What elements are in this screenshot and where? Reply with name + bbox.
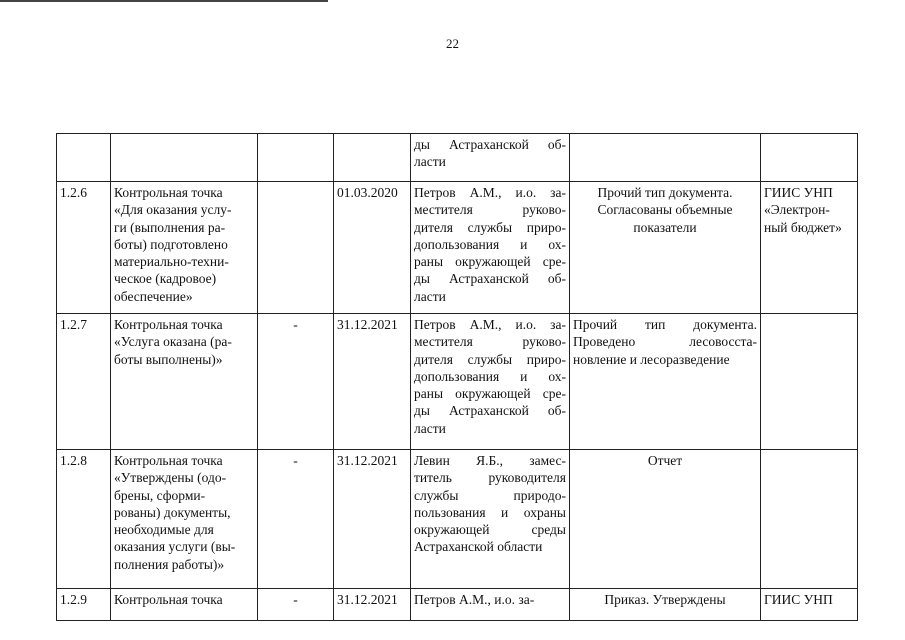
result-line: Отчет [647,453,683,468]
system-cell [761,450,858,589]
result-cell [570,134,761,182]
event-line: боты выполнены)» [114,351,223,367]
event-line: «Утверждены (одо- [114,470,227,486]
event-line: «Для оказания услу- [114,202,232,218]
result-cell [570,589,761,621]
table-body [57,134,858,621]
item-number: 1.2.8 [57,450,111,589]
responsible-line: ды Астраханской об- [414,137,566,152]
table-row [57,314,858,450]
event-line: оказания услуги (вы- [114,539,236,555]
start-date-cell [258,182,334,314]
system-cell [761,134,858,182]
end-date-cell [334,134,411,182]
responsible-line: допользования и ох- [414,236,566,252]
responsible-line: дителя службы приро- [414,351,566,367]
system-line: ГИИС УНП [764,185,833,200]
end-date-cell: 31.12.2021 [334,314,411,450]
event-line: Контрольная точка [114,185,223,200]
end-date-cell: 31.12.2021 [334,589,411,621]
system-line: «Электрон- [764,202,830,218]
result-line: Согласованы объемные [597,202,733,218]
start-date-cell: - [258,450,334,589]
event-line: Контрольная точка [114,592,223,607]
responsible-line: Левин Я.Б., замес- [414,453,566,468]
event-line: боты) подготовлено [114,236,228,252]
result-line: Приказ. Утверждены [604,592,726,607]
event-line: ги (выполнения ра- [114,219,226,235]
responsible-line: допользования и ох- [414,368,566,384]
item-number [57,134,111,182]
result-cell [570,314,761,450]
event-line: обеспечение» [114,288,193,304]
event-line: ческое (кадровое) [114,271,217,287]
result-line: Прочий тип документа. [573,317,757,332]
responsible-line: Петров А.М., и.о. за- [414,317,566,332]
event-line: полнения работы)» [114,556,225,572]
responsible-line: Петров А.М., и.о. за- [414,592,535,607]
event-cell [111,450,258,589]
table-row [57,134,858,182]
document-table [56,133,858,621]
start-date-cell: - [258,589,334,621]
responsible-cell [411,450,570,589]
responsible-line: службы природо- [414,487,566,503]
end-date-cell: 31.12.2021 [334,450,411,589]
responsible-cell [411,589,570,621]
responsible-line: ласти [414,154,446,170]
item-number: 1.2.9 [57,589,111,621]
event-cell [111,589,258,621]
event-line: необходимые для [114,522,214,538]
item-number: 1.2.6 [57,182,111,314]
end-date-cell: 01.03.2020 [334,182,411,314]
responsible-line: пользования и охраны [414,504,566,520]
event-line: брены, сформи- [114,487,206,503]
start-date-cell [258,134,334,182]
responsible-line: окружающей среды [414,522,566,538]
system-cell [761,589,858,621]
result-line: новление и лесоразведение [573,351,730,367]
result-cell [570,182,761,314]
responsible-line: ды Астраханской об- [414,271,566,287]
responsible-cell [411,314,570,450]
event-cell [111,314,258,450]
event-cell [111,134,258,182]
system-cell [761,182,858,314]
event-line: «Услуга оказана (ра- [114,334,232,350]
page-number: 22 [446,36,459,51]
table-row [57,450,858,589]
responsible-line: местителя руково- [414,334,566,350]
result-line: показатели [633,219,697,235]
item-number: 1.2.7 [57,314,111,450]
responsible-line: ласти [414,288,446,304]
responsible-line: Петров А.М., и.о. за- [414,185,566,200]
top-rule [0,0,328,2]
responsible-line: раны окружающей сре- [414,386,566,402]
result-line: Проведено лесовосста- [573,334,757,350]
responsible-line: ды Астраханской об- [414,403,566,419]
responsible-line: раны окружающей сре- [414,254,566,270]
event-line: Контрольная точка [114,453,223,468]
system-line: ГИИС УНП [764,592,833,607]
start-date-cell: - [258,314,334,450]
responsible-line: дителя службы приро- [414,219,566,235]
event-cell [111,182,258,314]
event-line: Контрольная точка [114,317,223,332]
responsible-line: ласти [414,420,446,436]
result-line: Прочий тип документа. [597,185,733,200]
responsible-cell [411,182,570,314]
event-line: материально-техни- [114,254,229,270]
table-row [57,182,858,314]
responsible-line: титель руководителя [414,470,566,486]
system-cell [761,314,858,450]
table-row [57,589,858,621]
responsible-line: местителя руково- [414,202,566,218]
event-line: рованы) документы, [114,504,231,520]
result-cell [570,450,761,589]
responsible-cell [411,134,570,182]
responsible-line: Астраханской области [414,539,543,555]
system-line: ный бюджет» [764,219,842,235]
